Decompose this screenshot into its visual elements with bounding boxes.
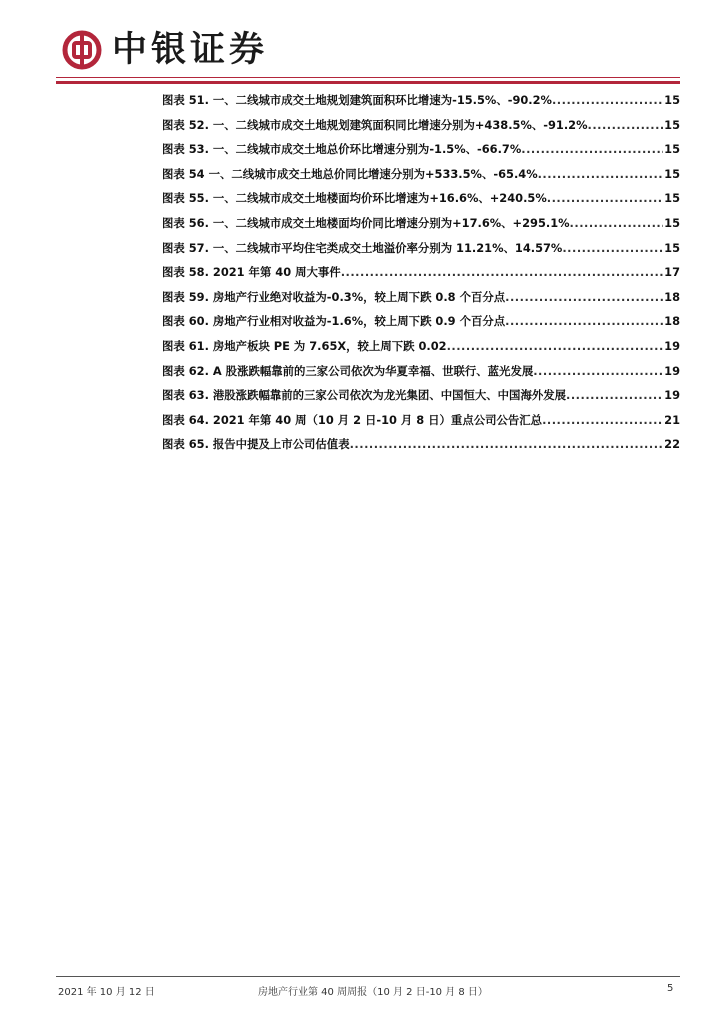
page-header [0,0,724,90]
toc-entry-page: 15 [664,215,680,230]
toc-leader-dots [588,118,664,132]
toc-leader-dots [350,437,664,451]
header-rule-thin [56,77,680,78]
toc-entry-title: 图表 62. A 股涨跌幅靠前的三家公司依次为华夏幸福、世联行、蓝光发展 [162,363,534,378]
toc-entry-page: 19 [664,363,680,378]
toc-entry-title: 图表 52. 一、二线城市成交土地规划建筑面积同比增速分别为+438.5%、-91.2% [162,117,588,132]
toc-leader-dots [570,216,664,230]
toc-entry-title: 图表 53. 一、二线城市成交土地总价环比增速分别为-1.5%、-66.7% [162,142,522,157]
toc-entry-title: 图表 59. 房地产行业绝对收益为-0.3%，较上周下跌 0.8 个百分点 [162,289,506,304]
toc-entry[interactable] [162,190,680,215]
toc-leader-dots [562,241,663,255]
toc-entry[interactable] [162,412,680,437]
toc-entry[interactable] [162,264,680,289]
brand-name: 中银证券 [112,29,269,70]
toc-entry-title: 图表 60. 房地产行业相对收益为-1.6%，较上周下跌 0.9 个百分点 [162,314,506,329]
toc-entry-page: 15 [664,240,680,255]
bank-of-china-logo-icon [62,30,102,70]
toc-entry[interactable] [162,141,680,166]
toc-entry-title: 图表 65. 报告中提及上市公司估值表 [162,437,350,452]
toc-entry[interactable] [162,363,680,388]
header-rule-thick [56,81,680,84]
toc-entry[interactable] [162,436,680,461]
toc-entry-title: 图表 55. 一、二线城市成交土地楼面均价环比增速为+16.6%、+240.5% [162,191,547,206]
toc-entry[interactable] [162,215,680,240]
toc-leader-dots [505,290,663,304]
toc-entry-page: 18 [664,289,680,304]
toc-entry-page: 15 [664,93,680,107]
toc-entry[interactable] [162,338,680,363]
toc-entry[interactable] [162,387,680,412]
footer-page-number: 5 [667,983,674,994]
toc-entry-page: 18 [664,314,680,329]
toc-entry[interactable] [162,166,680,191]
toc-leader-dots [552,93,663,107]
toc-entry-title: 图表 51. 一、二线城市成交土地规划建筑面积环比增速为-15.5%、-90.2% [162,93,552,107]
toc-leader-dots [521,142,663,156]
toc-entry[interactable] [162,313,680,338]
toc-leader-dots [542,413,663,427]
toc-leader-dots [447,339,664,353]
footer-report-title: 房地产行业第 40 周周报（10 月 2 日-10 月 8 日） [258,987,488,998]
toc-entry-page: 17 [664,265,680,280]
footer-rule [56,976,680,977]
toc-leader-dots [533,364,663,378]
toc-leader-dots [566,388,663,402]
toc-entry-title: 图表 57. 一、二线城市平均住宅类成交土地溢价率分别为 11.21%、14.57% [162,240,563,255]
toc-entry[interactable] [162,92,680,117]
toc-entry-page: 19 [664,388,680,403]
toc-entry-page: 15 [664,117,680,132]
table-of-contents [162,92,680,461]
toc-entry-title: 图表 61. 房地产板块 PE 为 7.65X，较上周下跌 0.02 [162,338,447,353]
toc-entry-page: 15 [664,191,680,206]
toc-entry[interactable] [162,240,680,265]
toc-leader-dots [547,191,663,205]
toc-entry-title: 图表 54 一、二线城市成交土地总价同比增速分别为+533.5%、-65.4% [162,166,538,181]
toc-leader-dots [538,167,664,181]
toc-entry-title: 图表 58. 2021 年第 40 周大事件 [162,265,341,280]
toc-leader-dots [505,314,663,328]
footer-date: 2021 年 10 月 12 日 [58,987,155,998]
toc-leader-dots [341,265,663,279]
toc-entry-title: 图表 64. 2021 年第 40 周（10 月 2 日-10 月 8 日）重点公司公告汇总 [162,412,543,427]
toc-entry-title: 图表 63. 港股涨跌幅靠前的三家公司依次为龙光集团、中国恒大、中国海外发展 [162,388,567,403]
toc-entry-page: 21 [664,412,680,427]
toc-entry-page: 19 [664,338,680,353]
toc-entry-page: 22 [664,437,680,452]
toc-entry-page: 15 [664,166,680,181]
toc-entry[interactable] [162,289,680,314]
toc-entry[interactable] [162,117,680,142]
toc-entry-page: 15 [664,142,680,157]
toc-entry-title: 图表 56. 一、二线城市成交土地楼面均价同比增速分别为+17.6%、+295.1% [162,215,570,230]
